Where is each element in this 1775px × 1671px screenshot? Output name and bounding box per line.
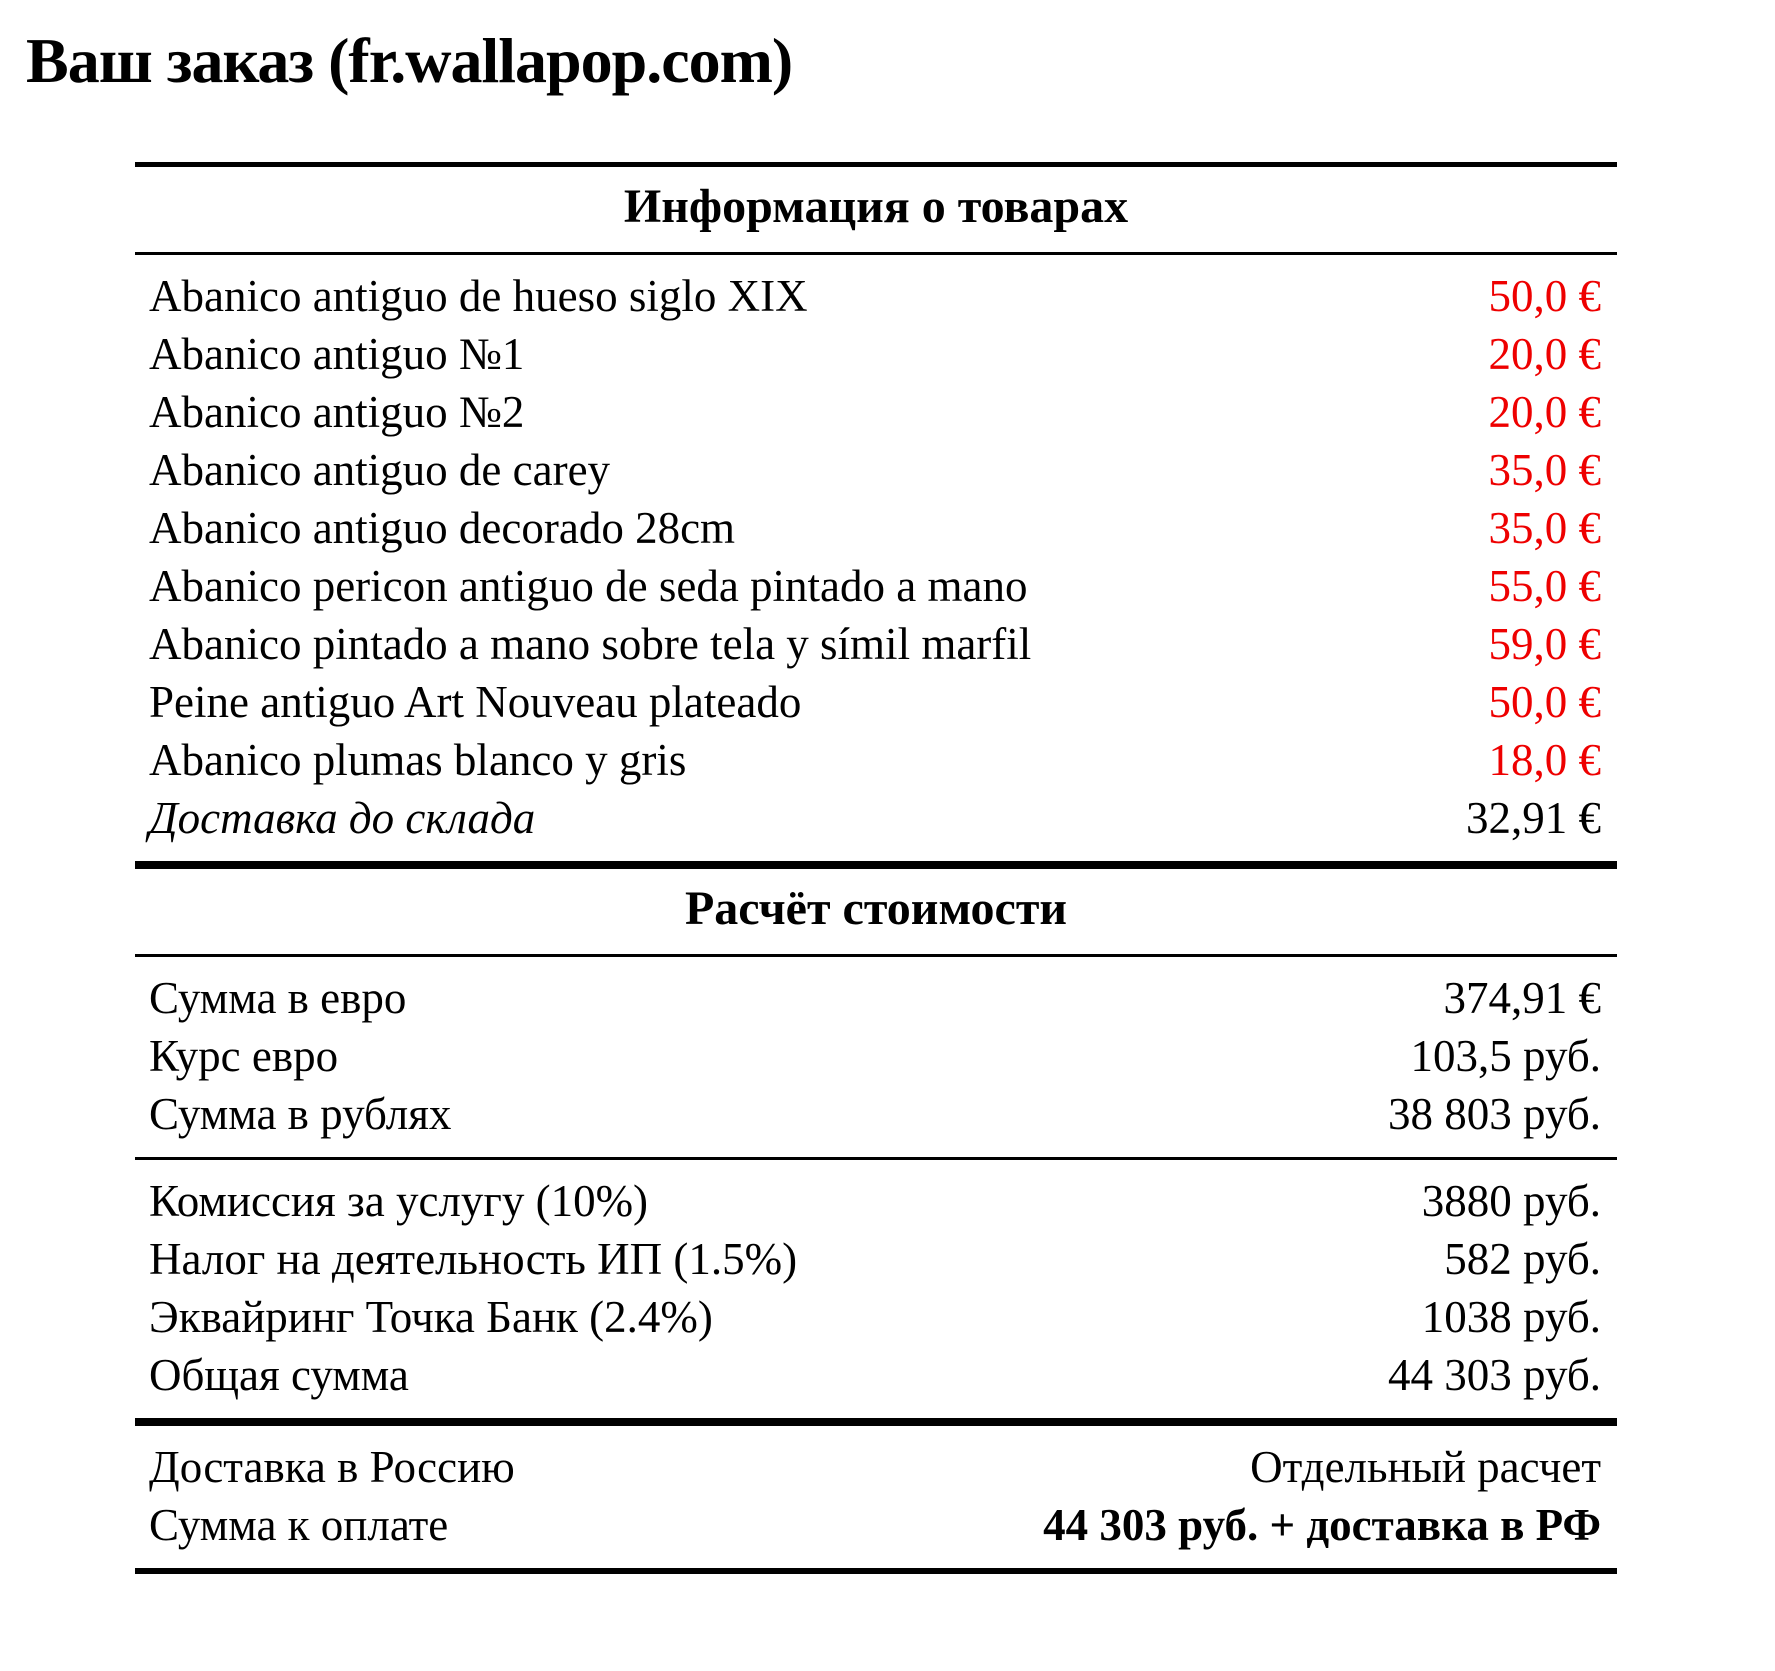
table-bottom-rule xyxy=(135,1568,1617,1574)
order-table xyxy=(135,162,1617,1574)
item-price: 18,0 € xyxy=(1488,735,1601,786)
items-bottom-rule xyxy=(135,861,1617,869)
item-row xyxy=(135,383,1617,441)
order-document xyxy=(0,26,1775,1574)
items-list xyxy=(135,255,1617,861)
calc-row xyxy=(135,1346,1617,1404)
calc-label: Сумма в евро xyxy=(149,972,407,1023)
calc-value: Отдельный расчет xyxy=(1250,1441,1601,1492)
calc-label: Комиссия за услугу (10%) xyxy=(149,1175,649,1226)
calc-value: 582 руб. xyxy=(1444,1233,1601,1284)
calc-row xyxy=(135,1027,1617,1085)
calc-payment-group xyxy=(135,1426,1617,1568)
calc-row xyxy=(135,1438,1617,1496)
calc-section-header: Расчёт стоимости xyxy=(684,882,1068,936)
calc-row xyxy=(135,1496,1617,1554)
calc-label: Доставка в Россию xyxy=(149,1441,515,1492)
item-price: 20,0 € xyxy=(1488,329,1601,380)
calc-value: 44 303 руб. + доставка в РФ xyxy=(1043,1499,1601,1550)
calc-total-rule xyxy=(135,1418,1617,1426)
item-name: Abanico antiguo №1 xyxy=(149,329,525,380)
calc-value: 374,91 € xyxy=(1443,972,1601,1023)
item-row xyxy=(135,615,1617,673)
item-row xyxy=(135,673,1617,731)
item-name: Abanico pericon antiguo de seda pintado a mano xyxy=(149,561,1028,612)
item-row xyxy=(135,557,1617,615)
item-row xyxy=(135,499,1617,557)
calc-row xyxy=(135,1230,1617,1288)
calc-value: 44 303 руб. xyxy=(1388,1349,1601,1400)
calc-row xyxy=(135,1085,1617,1143)
calc-row xyxy=(135,1172,1617,1230)
calc-value: 103,5 руб. xyxy=(1410,1030,1601,1081)
item-name: Abanico plumas blanco y gris xyxy=(149,735,687,786)
items-section-header: Информация о товарах xyxy=(623,180,1129,234)
calc-row xyxy=(135,1288,1617,1346)
item-name: Доставка до склада xyxy=(149,793,536,844)
calc-row xyxy=(135,969,1617,1027)
item-row xyxy=(135,731,1617,789)
item-row xyxy=(135,789,1617,847)
item-price: 55,0 € xyxy=(1488,561,1601,612)
calc-label: Общая сумма xyxy=(149,1349,409,1400)
calc-fees-group xyxy=(135,1160,1617,1418)
calc-value: 3880 руб. xyxy=(1421,1175,1601,1226)
calc-label: Курс евро xyxy=(149,1030,339,1081)
item-row xyxy=(135,441,1617,499)
item-price: 59,0 € xyxy=(1488,619,1601,670)
item-row xyxy=(135,325,1617,383)
item-name: Abanico antiguo de hueso siglo XIX xyxy=(149,271,808,322)
item-price: 50,0 € xyxy=(1488,677,1601,728)
item-price: 20,0 € xyxy=(1488,387,1601,438)
item-price: 50,0 € xyxy=(1488,271,1601,322)
item-row xyxy=(135,267,1617,325)
item-name: Peine antiguo Art Nouveau plateado xyxy=(149,677,802,728)
item-name: Abanico antiguo decorado 28cm xyxy=(149,503,736,554)
item-name: Abanico pintado a mano sobre tela y símil marfil xyxy=(149,619,1032,670)
item-name: Abanico antiguo №2 xyxy=(149,387,525,438)
calc-label: Сумма к оплате xyxy=(149,1499,449,1550)
calc-label: Эквайринг Точка Банк (2.4%) xyxy=(149,1291,713,1342)
calc-label: Сумма в рублях xyxy=(149,1088,452,1139)
calc-value: 1038 руб. xyxy=(1421,1291,1601,1342)
item-price: 35,0 € xyxy=(1488,445,1601,496)
calc-value: 38 803 руб. xyxy=(1388,1088,1601,1139)
item-price: 35,0 € xyxy=(1488,503,1601,554)
item-name: Abanico antiguo de carey xyxy=(149,445,611,496)
item-price: 32,91 € xyxy=(1466,793,1601,844)
page-title: Ваш заказ (fr.wallapop.com) xyxy=(26,25,793,96)
calc-totals-group xyxy=(135,957,1617,1157)
calc-label: Налог на деятельность ИП (1.5%) xyxy=(149,1233,798,1284)
